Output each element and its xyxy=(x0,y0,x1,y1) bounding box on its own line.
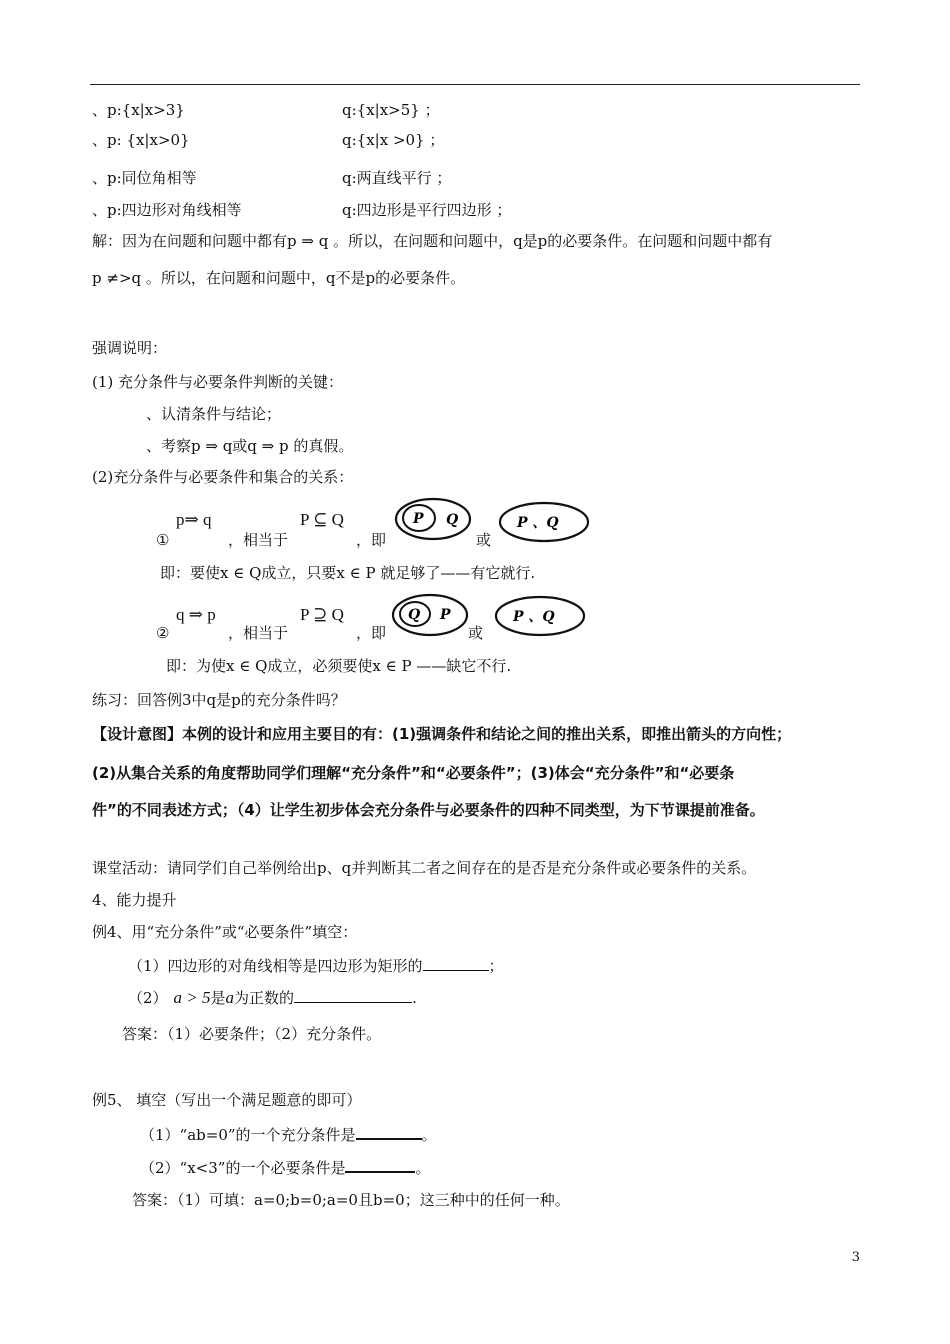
ex5-title: 例5、 填空（写出一个满足题意的即可） xyxy=(92,1091,362,1109)
ex5-question2 xyxy=(140,1157,430,1178)
design-intent-line3: 件”的不同表述方式；（4）让学生初步体会充分条件与必要条件的四种不同类型，为下节课提前准备。 xyxy=(92,801,765,819)
case2-equivalent-label: ，相当于 xyxy=(228,624,289,642)
venn-inner-label: P xyxy=(413,511,424,527)
ex4-q2-prefix: （2） xyxy=(128,989,168,1007)
ex3-row2-q: q:{x|x >0} ； xyxy=(342,131,445,149)
header-rule xyxy=(90,84,860,85)
ex4-q2-post: 为正数的 xyxy=(234,989,295,1007)
ex3-row1-q: q:{x|x>5} ； xyxy=(342,101,440,119)
ex3-solution-line2: p ≠>q 。所以，在问题和问题中，q不是p的必要条件。 xyxy=(92,269,466,287)
ex4-question2 xyxy=(128,988,417,1008)
venn-outer-label-2: P xyxy=(440,607,451,623)
case1-or-label: 或 xyxy=(476,531,492,549)
class-activity: 课堂活动：请同学们自己举例给出p、q并判断其二者之间存在的是否是充分条件或必要条件的关系。 xyxy=(92,859,757,877)
ex3-row2-p: 、p: {x|x>0} xyxy=(92,131,190,149)
venn-diagram-p-contains-q xyxy=(393,496,473,542)
case2-implication: q ⇒ p xyxy=(176,605,216,624)
ex3-row4-p: 、p:四边形对角线相等 xyxy=(92,201,242,219)
ex4-q1-end: ； xyxy=(488,957,504,975)
case1-equivalent-label: ，相当于 xyxy=(228,531,289,549)
ex4-q1-blank xyxy=(423,956,489,971)
ex3-row3-p: 、p:同位角相等 xyxy=(92,169,197,187)
ex5-q2-blank xyxy=(345,1157,415,1173)
ex5-q1-end: 。 xyxy=(421,1126,437,1144)
ex5-q2-text: （2）“x<3”的一个必要条件是 xyxy=(140,1159,346,1177)
case1-note-text: 即：要使x ∈ Q成立，只要x ∈ P 就足够了——有它就行. xyxy=(160,564,536,582)
case2-number: ② xyxy=(156,624,170,642)
ex5-q1-blank xyxy=(356,1124,422,1140)
ex4-title: 例4、用“充分条件”或“必要条件”填空： xyxy=(92,923,358,941)
ex4-q2-end: . xyxy=(412,989,417,1007)
venn-outer-label: Q xyxy=(446,512,459,528)
ex4-q2-var: a xyxy=(225,988,235,1007)
ex5-q2-end: 。 xyxy=(415,1159,431,1177)
emphasis-point1a: 、认清条件与结论； xyxy=(146,405,282,423)
ex4-q1-text: （1）四边形的对角线相等是四边形为矩形的 xyxy=(128,957,423,975)
ex5-question1 xyxy=(140,1124,437,1145)
ex5-q1-text: （1）“ab=0”的一个充分条件是 xyxy=(140,1126,356,1144)
ex4-answer: 答案：（1）必要条件；（2）充分条件。 xyxy=(122,1025,382,1043)
emphasis-point1b: 、考察p ⇒ q或q ⇒ p 的真假。 xyxy=(146,437,354,455)
case1-implication: p⇒ q xyxy=(176,510,212,529)
venn-equal-label-2: P 、Q xyxy=(513,609,555,625)
ex3-solution-line1: 解：因为在问题和问题中都有p ⇒ q 。所以，在问题和问题中，q是p的必要条件。在问题和问题中都有 xyxy=(92,232,773,250)
emphasis-point1: (1) 充分条件与必要条件判断的关键： xyxy=(92,373,344,391)
ex4-q2-mid: 是 xyxy=(210,989,226,1007)
ex3-row1-p: 、p:{x|x>3} xyxy=(92,101,185,119)
design-intent-line1: 【设计意图】本例的设计和应用主要目的有：(1)强调条件和结论之间的推出关系，即推出箭头的方向性； xyxy=(92,725,792,743)
ex3-row4-q: q:四边形是平行四边形 ； xyxy=(342,201,512,219)
case1-number: ① xyxy=(156,531,170,549)
venn-equal-label: P 、Q xyxy=(517,515,559,531)
case2-set-relation: P ⊇ Q xyxy=(300,605,344,624)
ex3-row3-q: q:两直线平行 ； xyxy=(342,169,452,187)
venn-inner-label-2: Q xyxy=(408,607,421,623)
case2-ji-label: ，即 xyxy=(356,624,387,642)
ex5-answer: 答案：（1）可填：a=0;b=0;a=0且b=0；这三种中的任何一种。 xyxy=(132,1191,570,1209)
ex4-q2-math: a > 5 xyxy=(173,988,211,1007)
case2-or-label: 或 xyxy=(468,624,484,642)
venn-diagram-p-equals-q-2 xyxy=(493,594,587,638)
ex4-q2-blank xyxy=(294,988,412,1003)
case1-note xyxy=(160,563,535,583)
case1-set-relation: P ⊆ Q xyxy=(300,510,344,529)
practice-question: 练习：回答例3中q是p的充分条件吗？ xyxy=(92,691,346,709)
case1-ji-label: ，即 xyxy=(356,531,387,549)
design-intent-line2: (2)从集合关系的角度帮助同学们理解“充分条件”和“必要条件”；(3)体会“充分条件”和“必要条 xyxy=(92,764,735,782)
venn-outer-ellipse xyxy=(396,499,470,539)
case2-note: 即：为使x ∈ Q成立，必须要使x ∈ P ——缺它不行. xyxy=(166,657,512,675)
emphasis-point2: (2)充分条件与必要条件和集合的关系： xyxy=(92,468,354,486)
venn-diagram-p-equals-q xyxy=(497,500,591,544)
page-number: 3 xyxy=(851,1250,860,1265)
ex4-question1 xyxy=(128,956,504,976)
section-heading: 4、能力提升 xyxy=(92,891,177,909)
emphasis-title: 强调说明： xyxy=(92,339,168,357)
venn-diagram-q-inside-p xyxy=(390,592,470,638)
